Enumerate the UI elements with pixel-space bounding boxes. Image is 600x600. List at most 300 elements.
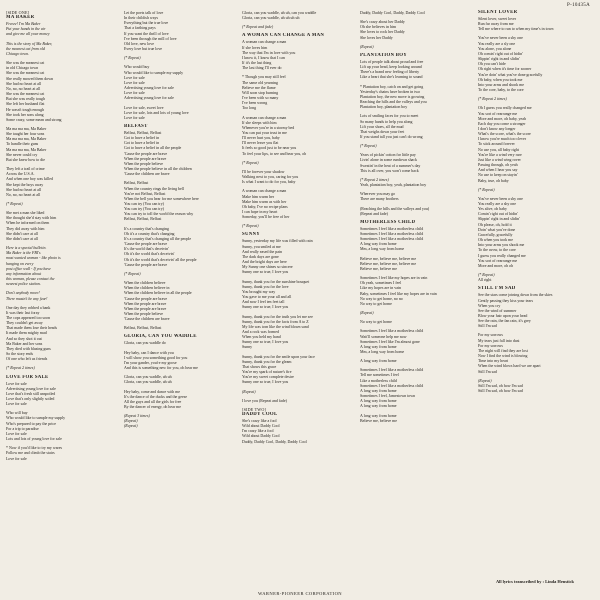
lyric-line: Still I'm sad bbox=[478, 368, 497, 374]
lyric-line: If you want the thrill of love bbox=[124, 30, 169, 36]
lyric-line: They couldn't get away bbox=[6, 320, 43, 326]
lyric-line: Each day you come a stronger bbox=[478, 120, 526, 126]
lyric-line: You're doin' what you've done gracefully bbox=[478, 71, 543, 77]
lyric-line: Ma Baker and her sons bbox=[6, 340, 43, 346]
lyric-line: The last thing I'll ever do bbox=[242, 65, 282, 71]
lyric-note: (* Repeat) bbox=[360, 143, 377, 149]
lyric-note: There mustn't be any fear! bbox=[6, 295, 48, 301]
lyric-note: (Repeat) bbox=[124, 418, 138, 424]
lyric-line: Everything but the true love bbox=[124, 20, 169, 26]
lyric-line: And this is something new for you, oh hear me bbox=[124, 365, 198, 371]
lyric-line: Silent lover, sweet lover bbox=[478, 16, 517, 21]
lyric-line: (Reaching the hills and the valleys and you) bbox=[360, 205, 430, 211]
lyric-note: (* Repeat 2 times) bbox=[6, 365, 35, 371]
lyric-line: Sunny one so true, I love you bbox=[242, 304, 289, 310]
lyric-line: She loves to rock her Daddy bbox=[360, 29, 405, 35]
lyrics-column-1 bbox=[6, 10, 120, 584]
lyric-line: Comin' right out of hidin' bbox=[478, 211, 518, 217]
lyric-line: If it's the last thing bbox=[242, 60, 272, 66]
lyric-line: 'Cause the children are brave bbox=[124, 316, 170, 322]
lyric-line: No way to get home bbox=[360, 300, 392, 306]
lyric-line: If she loves him bbox=[242, 44, 268, 50]
lyric-line: When the children believe in all the people bbox=[124, 290, 192, 296]
lyric-note: (* Repeat) bbox=[242, 223, 259, 229]
lyric-line: Walking next to you, caring for you bbox=[242, 174, 299, 180]
lyric-line: She really mowed them down bbox=[6, 75, 54, 81]
lyric-note: the meanest cat from old bbox=[6, 45, 45, 51]
lyric-line: Yes alive, oh baby bbox=[478, 206, 507, 212]
lyric-line: I'll never hurt you, baby bbox=[242, 135, 280, 141]
lyric-note: any information about bbox=[6, 270, 42, 276]
lyric-line: Wild about Daddy Cool bbox=[242, 423, 280, 429]
lyric-line: When he informed on them bbox=[6, 220, 50, 226]
lyric-line: Some crazy, some mean and strong bbox=[6, 116, 62, 122]
lyric-note: Don't anybody move! bbox=[6, 290, 40, 296]
lyric-line: Sometimes I feel like I'm almost gone bbox=[360, 338, 420, 344]
lyric-line: Wherever you may go bbox=[360, 191, 396, 197]
lyric-line: The dark days are gone bbox=[242, 253, 279, 259]
lyric-line: She was the meanest cat bbox=[6, 60, 45, 66]
lyric-line: No way to get home, no no bbox=[360, 295, 403, 301]
lyric-line: My Sunny one shines so sincere bbox=[242, 264, 293, 270]
lyric-note: this woman, please contact the bbox=[6, 276, 55, 282]
lyrics-column-4 bbox=[360, 10, 474, 584]
lyric-line: There are many brothers bbox=[360, 196, 399, 202]
lyric-line: Believe me, believe me, believe me bbox=[360, 260, 417, 266]
lyric-line: Follow me and climb the stairs bbox=[6, 450, 55, 456]
lyric-line: When the people believe in all the children bbox=[124, 166, 192, 172]
lyric-line: But she was really tough bbox=[6, 96, 45, 102]
lyric-line: That made them lose their heads bbox=[6, 325, 58, 331]
lyric-line: It's the dance of the ducks and the geese bbox=[124, 393, 188, 399]
lyric-line: No way to get home bbox=[360, 319, 392, 325]
lyric-line: You alone, you alone bbox=[478, 45, 512, 51]
lyric-line: Love for sale bbox=[6, 380, 27, 386]
lyric-line: Yeah, plantation boy, yeah, plantation boy bbox=[360, 182, 427, 188]
lyric-line: Love for sale bbox=[124, 79, 145, 85]
lyrics-column-5 bbox=[478, 10, 592, 584]
lyric-line: He wasn't tough enough bbox=[6, 106, 45, 112]
lyric-line: Sometimes I feel like a motherless child bbox=[360, 382, 424, 388]
lyric-line: They did away with him bbox=[6, 225, 45, 231]
lyric-line: Run far away from me bbox=[478, 21, 514, 27]
song-title: SILENT LOVER bbox=[478, 10, 518, 15]
lyric-line: To stick around forever bbox=[478, 141, 515, 147]
lyric-line: Oh I guess you really changed me bbox=[478, 105, 532, 111]
lyric-line: That shows this grace bbox=[242, 363, 277, 369]
lyric-line: She didn't care at all bbox=[6, 230, 38, 236]
lyric-line: Daddy, Daddy Cool, Daddy, Daddy Cool bbox=[360, 10, 425, 15]
lyric-line: I will show you something good for you bbox=[124, 354, 188, 360]
lyric-line: Ma ma ma ma, Ma Baker bbox=[6, 146, 47, 152]
lyric-line: Sometimes I feel, Jamestown town bbox=[360, 393, 416, 399]
lyric-line: Lots and lots of young love for sale bbox=[6, 436, 62, 442]
lyric-line: It was their last foray bbox=[6, 309, 40, 315]
lyric-line: She thought she'd stay with him bbox=[6, 215, 57, 221]
lyrics-credit: All lyrics transcribed by : Linda Henstick bbox=[495, 579, 574, 584]
lyric-note: (* Repeat) bbox=[478, 272, 495, 278]
lyric-line: When the people are brave bbox=[124, 305, 167, 311]
lyric-note: (* Repeat) bbox=[242, 159, 259, 165]
lyric-line: 'Cause the people are brave bbox=[124, 261, 168, 267]
lyric-line: By the dancer of energy, oh hear me bbox=[124, 404, 181, 409]
lyric-line: Oh baby, when you took me bbox=[478, 76, 523, 82]
lyric-note: hanging on every bbox=[6, 260, 34, 266]
lyric-note: (Repeat) bbox=[242, 388, 256, 394]
lyric-line: A long way from home bbox=[360, 412, 397, 418]
lyric-line: To the core, baby, to the core bbox=[478, 87, 524, 93]
lyric-line: So many hands to help you along bbox=[360, 118, 413, 124]
lyric-line: There's a brand new feeling of liberty bbox=[360, 69, 420, 75]
lyric-line: When the children believe in bbox=[124, 285, 170, 291]
lyric-line: Belfast, Belfast, Belfast bbox=[124, 216, 162, 222]
lyric-line: Lots of people talk about proud and free bbox=[360, 58, 424, 64]
lyric-line: You can try (You can try) bbox=[124, 206, 164, 212]
lyric-line: When you held my hand bbox=[242, 334, 281, 340]
lyric-line: They left a trail of crime bbox=[6, 166, 45, 172]
lyric-note: (Repeat) bbox=[124, 423, 138, 429]
lyric-line: Love for sale bbox=[6, 430, 27, 436]
lyric-line: Sunny, yesterday my life was filled with rain bbox=[242, 238, 313, 244]
lyric-line: That weighs down your feet bbox=[360, 128, 405, 134]
lyric-line: Tell me where to run to when my time's in town bbox=[478, 26, 554, 32]
lyric-line: They died with blazing guns bbox=[6, 345, 51, 351]
lyric-line: No use to keep on stayin' bbox=[478, 172, 518, 178]
lyric-line: Sunny one so true, I love you bbox=[242, 339, 289, 345]
lyric-note: (Repeat) bbox=[360, 310, 374, 316]
lyric-line: Time into my heart bbox=[478, 358, 509, 364]
lyric-line: And when one boy was killed bbox=[6, 176, 53, 182]
lyric-line: It's a country that's changing bbox=[124, 225, 169, 231]
lyric-line: Sometimes I feel like a motherless child bbox=[360, 328, 424, 334]
lyric-line: Old love, new love bbox=[124, 40, 154, 46]
lyric-note: (* Repeat) bbox=[6, 201, 23, 206]
lyric-line: Love that's only slightly soiled bbox=[6, 396, 55, 401]
lyric-line: You're my spark of nature's fire bbox=[242, 369, 292, 375]
lyric-line: Slippin' right in and slidin' bbox=[478, 216, 520, 222]
lyric-line: And a rock was formed bbox=[242, 328, 279, 334]
lyric-line: Gently passing they kiss your tears bbox=[478, 297, 534, 303]
lyric-note: (* Repeat and fade) bbox=[242, 24, 274, 30]
lyric-line: Love for sale bbox=[6, 401, 27, 407]
lyric-note: Freeze! I'm Ma Baker bbox=[6, 21, 41, 27]
lyric-line: This is all over, you won't come back bbox=[360, 167, 419, 173]
lyric-line: Sunny, thank you for the truth you let me see bbox=[242, 313, 313, 319]
lyric-line: She didn't care at all bbox=[6, 235, 38, 241]
lyric-line: Now I find the wind is blowing bbox=[478, 353, 528, 359]
lyric-line: So the story ends bbox=[6, 351, 34, 357]
lyric-line: When the bell you hear for me somewhere here bbox=[124, 195, 199, 201]
lyric-line: Still I'm sad, oh how I'm sad bbox=[478, 382, 523, 388]
lyric-line: Believe me the flame bbox=[242, 84, 276, 90]
lyric-line: Across the U.S.A. bbox=[6, 171, 35, 177]
lyric-line: Hey baby, can I dance with you bbox=[124, 349, 174, 355]
lyric-note: post office wall - If you have bbox=[6, 265, 51, 271]
lyric-note: most wanted woman - like photo is bbox=[6, 255, 61, 261]
lyric-line: And really eased the pain bbox=[242, 248, 283, 254]
lyrics-sheet bbox=[6, 10, 594, 584]
lyric-line: Tell me sometimes I feel bbox=[360, 372, 399, 378]
lyric-line: Sunny, thank you for the sunshine bouquet bbox=[242, 278, 310, 284]
lyric-note: and give me all your money bbox=[6, 31, 50, 37]
lyric-line: I've been wrong bbox=[242, 100, 268, 106]
song-title: GLORIA, CAN YOU WADDLE bbox=[124, 334, 197, 340]
lyric-line: The night will find they are lost bbox=[478, 347, 528, 353]
song-title: BELFAST bbox=[124, 123, 148, 129]
lyric-line: Whenever you're in a stormy bed bbox=[242, 124, 295, 130]
lyric-line: When the people believe bbox=[124, 310, 164, 316]
lyric-line: My life was torn like the wind blown sand bbox=[242, 323, 309, 329]
lyric-line: A woman can change a man bbox=[242, 188, 287, 194]
lyric-line: Doin' what you've done bbox=[478, 226, 516, 232]
lyric-line: Who would like to sample my supply bbox=[6, 415, 66, 421]
lyric-line: Baby, true, oh baby bbox=[478, 177, 509, 183]
lyric-line: She took her sons along bbox=[6, 111, 44, 117]
lyric-line: And so they shot it out bbox=[6, 335, 42, 341]
lyric-line: For my sorrows bbox=[478, 332, 503, 338]
lyric-line: Is what I want to do for you, baby bbox=[242, 179, 296, 185]
lyric-line: More and more, oh oh bbox=[478, 262, 514, 268]
publisher-footer: WARNER-PIONEER CORPORATION bbox=[257, 591, 343, 596]
lyric-line: A long way from home bbox=[360, 387, 397, 393]
lyric-line: Believe me, believe me, believe me bbox=[360, 255, 417, 261]
lyric-line: Ma ma ma ma, Ma Baker bbox=[6, 136, 47, 142]
lyric-line: Believe me, believe me bbox=[360, 417, 397, 423]
lyric-note: Ma Baker is the FBI's bbox=[6, 250, 41, 256]
song-title: SUNNY bbox=[242, 232, 261, 238]
lyric-line: A woman can change a man bbox=[242, 39, 287, 45]
lyric-line: You really are a sly one bbox=[478, 40, 516, 46]
lyric-note: (* Repeat) bbox=[124, 270, 141, 276]
lyric-line: She was the meanest cat bbox=[6, 70, 45, 76]
lyric-line: Lift your shoes, all the mud bbox=[360, 123, 404, 129]
lyric-line: I love you (Repeat and fade) bbox=[242, 397, 287, 403]
lyric-line: She kept the boys away bbox=[6, 181, 44, 187]
lyric-line: My tears just fall into dust bbox=[478, 337, 520, 343]
lyric-line: You really are a shy one bbox=[478, 201, 516, 206]
lyric-note: (* Repeat 2 times) bbox=[360, 176, 389, 182]
lyric-line: I can hope in my heart bbox=[242, 209, 278, 214]
lyric-line: What's the score, what's the score bbox=[478, 131, 531, 137]
lyric-line: Belfast, Belfast, Belfast bbox=[124, 325, 162, 331]
lyric-line: And when I hear you say bbox=[478, 167, 518, 173]
song-title: DADDY COOL bbox=[242, 412, 278, 417]
lyric-line: You gave to me your all and all bbox=[242, 294, 292, 300]
lyric-line: When the people believe bbox=[124, 160, 164, 166]
lyric-line: Into your arms and shook me bbox=[478, 81, 525, 87]
lyric-note: (Repeat) bbox=[360, 43, 374, 49]
lyric-line: Wait'll someone help me now bbox=[360, 333, 407, 339]
lyric-line: (Repeat and fade) bbox=[360, 210, 388, 216]
lyric-line: Passing through, oh yeah bbox=[478, 162, 518, 168]
lyric-line: 'Cause the people are brave bbox=[124, 150, 168, 156]
lyric-line: I'll never leave you flat bbox=[242, 140, 279, 146]
lyric-line: It's the world that's deceivin' bbox=[124, 246, 169, 252]
lyric-line: When you cry bbox=[478, 302, 501, 308]
lyric-line: No, no, no heart at all bbox=[6, 191, 41, 197]
lyric-line: Love that's fresh still unspoiled bbox=[6, 390, 56, 396]
lyric-note: This is the story of Ma Baker, bbox=[6, 40, 53, 46]
lyric-line: Like a motherless child bbox=[360, 377, 397, 383]
lyric-line: Slippin' right in and slidin' bbox=[478, 56, 520, 62]
lyric-note: (* Repeat) bbox=[478, 186, 495, 192]
lyric-line: Sunny, thank you for the gleam bbox=[242, 358, 292, 364]
lyric-note: nearest police station. bbox=[6, 281, 41, 287]
lyric-line: Lift up your head, keep looking around bbox=[360, 64, 422, 70]
lyric-line: Too long bbox=[242, 105, 257, 111]
lyric-line: She left her husband flat bbox=[6, 101, 45, 107]
lyric-line: See the rain, the fan rain, it's grey bbox=[478, 318, 531, 324]
lyric-line: Sweatin' in the heat of a summer's day bbox=[360, 162, 421, 168]
lyric-note: (Repeat) bbox=[478, 377, 492, 383]
lyric-line: Like my hopes are in vain bbox=[360, 285, 402, 291]
lyric-line: Got to have a belief in bbox=[124, 135, 160, 141]
lyric-line: All right bbox=[478, 277, 492, 283]
lyric-line: A long way from home bbox=[360, 398, 397, 404]
lyric-line: Blow your hair upon your head bbox=[478, 312, 528, 318]
lyric-line: Love for sale, lots and lots of young love bbox=[124, 109, 189, 115]
lyric-line: Oh baby, I've no recipe plans bbox=[242, 203, 288, 209]
lyric-line: Wild about Daddy Cool bbox=[242, 433, 280, 439]
lyric-line: I've been through the mill of love bbox=[124, 35, 177, 41]
lyric-line: You sort of rearrange me bbox=[478, 110, 518, 116]
lyric-line: You're my sweet complete desire bbox=[242, 374, 294, 380]
lyric-line: Love for sale bbox=[124, 74, 145, 80]
lyric-line: I'm crazy like a fool bbox=[242, 428, 274, 434]
lyrics-column-2 bbox=[124, 10, 238, 584]
lyric-line: Lots of smiling faces for you to meet bbox=[360, 113, 419, 119]
lyric-line: One day they robbed a bank bbox=[6, 304, 51, 310]
lyric-line: And the bright days are here bbox=[242, 259, 287, 265]
lyric-line: When the country rings the living bell bbox=[124, 185, 184, 191]
song-title: MA BAKER bbox=[6, 15, 35, 21]
lyric-line: * Now if you'd like to try my wares bbox=[6, 445, 63, 451]
lyric-line: For a trip to paradise bbox=[6, 425, 39, 431]
lyric-line: She was the meanest cat bbox=[6, 91, 45, 97]
lyric-line: Someday, you'll be free of her bbox=[242, 214, 290, 220]
lyric-line: Make him warm her bbox=[242, 193, 275, 199]
lyric-line: She never could cry bbox=[6, 151, 38, 157]
lyric-line: Sometimes I feel like my hopes are in vain bbox=[360, 275, 428, 281]
lyric-line: Into your arms you shook me bbox=[478, 242, 525, 248]
lyric-line: For my sorrows bbox=[478, 342, 503, 348]
lyric-line: Love for sale bbox=[124, 90, 145, 96]
lyric-line: Oh comin' right out of hidin' bbox=[478, 50, 523, 56]
lyric-line: When the children believe bbox=[124, 280, 166, 286]
lyric-line: Got to have a belief in all the people bbox=[124, 145, 182, 151]
lyric-line: It feels so good just to be near you bbox=[242, 145, 297, 151]
song-title: A WOMAN CAN CHANGE A MAN bbox=[242, 33, 325, 39]
lyric-line: See the wind of summer bbox=[478, 307, 517, 313]
lyric-line: Who's prepared to pay the price bbox=[6, 420, 57, 426]
lyric-line: You sort of rearrange me bbox=[478, 257, 518, 263]
lyric-line: in old Chicago town bbox=[6, 65, 39, 71]
lyric-line: I've been with so many bbox=[242, 95, 279, 101]
lyric-note: (Repeat 3 times) bbox=[124, 413, 150, 419]
lyric-line: 'Cause the children are brave bbox=[124, 171, 170, 177]
lyric-line: I guess you really changed me bbox=[478, 252, 526, 258]
lyric-line: Oh it's the world that's deceivin' all the people bbox=[124, 256, 197, 262]
lyric-line: More and more, oh baby, yeah bbox=[478, 115, 526, 121]
lyric-note: Put your hands in the air bbox=[6, 26, 46, 32]
lyric-line: Got to have a belief in bbox=[124, 140, 160, 146]
lyric-line: Sometimes I feel like a motherless child bbox=[360, 236, 424, 242]
lyric-line: 'Cause the people are brave bbox=[124, 295, 168, 301]
lyric-line: A long way from home bbox=[360, 241, 397, 247]
lyric-line: Mm, a long way from home bbox=[360, 348, 405, 354]
lyric-line: Mm, a long way from home bbox=[360, 246, 405, 252]
lyric-line: Advertising young love for sale bbox=[124, 85, 174, 91]
lyric-line: Reaching the hills and the valleys and you bbox=[360, 99, 427, 105]
song-title: PLANTATION BOY bbox=[360, 52, 408, 58]
lyric-line: Will soon stop burning bbox=[242, 89, 279, 95]
lyric-line: Love for sale, sweet love bbox=[124, 104, 164, 110]
lyric-line: No use you, all baby right bbox=[478, 146, 519, 152]
lyrics-column-3 bbox=[242, 10, 356, 584]
lyric-line: Oh it's a country that's changing bbox=[124, 230, 175, 236]
lyric-line: A long way from home bbox=[360, 358, 397, 364]
lyric-line: A long way from home bbox=[360, 343, 397, 349]
lyric-line: You can try (You can try) bbox=[124, 201, 164, 206]
lyric-line: Belfast, Belfast bbox=[124, 180, 149, 186]
lyric-line: Sunny, thank you for the facts from A to Z bbox=[242, 318, 309, 324]
lyric-line: You're not Belfast, Belfast bbox=[124, 190, 166, 196]
lyric-line: Advertising young love for sale bbox=[6, 385, 56, 391]
lyric-line: I'm your gander, you're my goose bbox=[124, 359, 177, 365]
lyric-line: Yesterday's chains have broken in two bbox=[360, 88, 421, 94]
lyric-line: Make him warm as with her bbox=[242, 198, 287, 204]
lyric-line: Gloria, can you waddle, uh uh uh uh bbox=[242, 15, 300, 21]
lyric-line: Who will buy bbox=[6, 410, 28, 416]
lyric-line: She had no heart at all bbox=[6, 80, 42, 86]
lyric-line: She had no heart at all bbox=[6, 186, 42, 192]
lyric-line: Still I'm sad, oh how I'm sad bbox=[478, 388, 523, 393]
lyric-line: Gloria, can you waddle, uh uh, can you waddle bbox=[242, 10, 317, 15]
lyric-line: That a farthing pays bbox=[124, 25, 156, 31]
lyric-line: Oh you can't hide bbox=[478, 61, 506, 67]
lyric-line: Plantation boy, the new move is growing bbox=[360, 93, 425, 99]
lyric-line: All the guys and all the girls for free bbox=[124, 398, 182, 404]
lyric-line: I'll be forever your shadow bbox=[242, 168, 285, 174]
lyric-line: Sunny, thank you for the love bbox=[242, 283, 289, 289]
lyric-line: * Plantation boy, catch on and get going bbox=[360, 83, 424, 89]
lyric-line: Gracefully, gracefully bbox=[478, 231, 513, 237]
lyric-line: You've never been a shy one bbox=[478, 35, 523, 41]
lyric-line: Every love but true love bbox=[124, 46, 163, 52]
lyric-line: To handle their guns bbox=[6, 141, 39, 147]
lyric-line: The cops appeared too soon bbox=[6, 314, 50, 320]
lyric-line: Love for sale bbox=[124, 114, 145, 120]
lyric-line: You can try to toll the world the reason why bbox=[124, 211, 194, 217]
lyric-line: Let the poets talk of love bbox=[124, 10, 164, 15]
lyric-line: You're like a wind very rare bbox=[478, 151, 522, 157]
lyric-line: Sunny, you smiled at me bbox=[242, 243, 281, 249]
lyric-line: Love for sale bbox=[6, 455, 27, 461]
lyric-line: Hey baby, come and dance with me bbox=[124, 388, 181, 394]
lyric-line: Believe me, believe me bbox=[360, 265, 397, 271]
lyric-line: A long way from home bbox=[360, 403, 397, 409]
lyric-line: If you stand tall you just can't do wrong bbox=[360, 133, 423, 139]
lyric-line: Who would like to sample my supply bbox=[124, 69, 184, 75]
lyric-line: She met a man she liked bbox=[6, 210, 45, 216]
lyric-line: It made them mighty mad bbox=[6, 330, 47, 336]
lyric-note: Here is a special bulletin. bbox=[6, 245, 47, 251]
lyric-line: She taught her four sons bbox=[6, 131, 45, 137]
lyric-line: Advertising young love for sale bbox=[124, 95, 174, 101]
lyric-line: Gloria, can you waddle, uh uh bbox=[124, 374, 172, 380]
lyric-line: She loves her Daddy bbox=[360, 34, 393, 40]
lyric-line: When the wind blows hard we are apart bbox=[478, 363, 541, 369]
